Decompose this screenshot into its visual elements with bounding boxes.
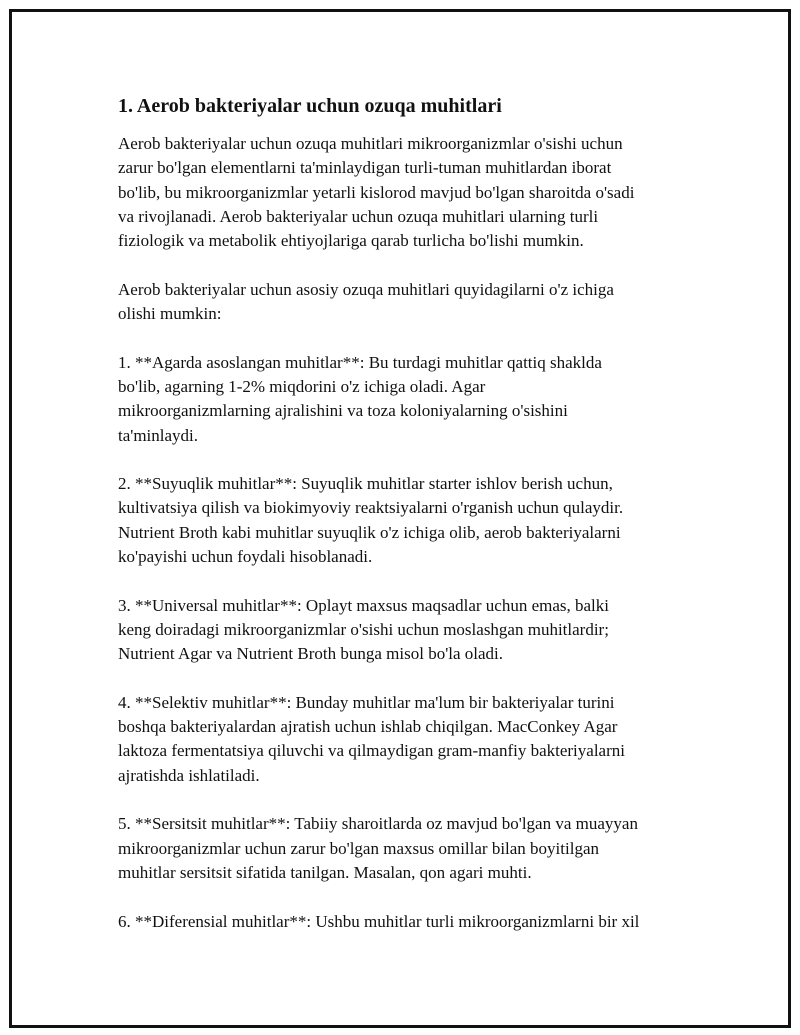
list-item-universal-media: 3. **Universal muhitlar**: Oplayt maxsus maqsadlar uchun emas, balki keng doiradagi mikroorganizmlar o'sishi uchun moslashgan muhitlardir; Nutrient Agar va Nutrient Broth bunga misol bo'la oladi. [118, 595, 610, 664]
list-item-differential-media: 6. **Diferensial muhitlar**: Ushbu muhitlar turli mikroorganizmlarni bir xil [118, 911, 640, 931]
list-item-enriched-media: 5. **Sersitsit muhitlar**: Tabiiy sharoitlarda oz mavjud bo'lgan va muayyan mikroorganizmlar uchun zarur bo'lgan maxsus omillar bilan boyitilgan muhitlar sersitsit sifatida tanilgan. Masalan, qon agari muhti. [118, 814, 638, 882]
intro-paragraph: Aerob bakteriyalar uchun ozuqa muhitlari mikroorganizmlar o'sishi uchun zarur bo'lgan elementlarni ta'minlaydigan turli-tuman muhitlardan iborat bo'lib, bu mikroorganizmlar yetarli kislorod mavjud bo'lgan sharoitda o'sadi va rivojlanadi. Aerob bakteriyalar uchun ozuqa muhitlari ularning turli fiziologik va metabolik ehtiyojlariga qarab turlicha bo'lishi mumkin. [118, 134, 635, 251]
list-item-selective-media: 4. **Selektiv muhitlar**: Bunday muhitlar ma'lum bir bakteriyalar turini boshqa bakteriyalardan ajratish uchun ishlab chiqilgan. MacConkey Agar laktoza fermentatsiya qiluvchi va qilmaydigan gram-manfiy bakteriyalarni ajratishda ishlatiladi. [118, 692, 625, 785]
section-heading: 1. Aerob bakteriyalar uchun ozuqa muhitlari [118, 95, 502, 117]
document-body [118, 92, 688, 958]
list-item-liquid-media: 2. **Suyuqlik muhitlar**: Suyuqlik muhitlar starter ishlov berish uchun, kultivatsiya qilish va biokimyoviy reaktsiyalarni o'rganish uchun qulaydir. Nutrient Broth kabi muhitlar suyuqlik o'z ichiga olib, aerob bakteriyalarni ko'payishi uchun foydali hisoblanadi. [118, 474, 624, 567]
list-intro-paragraph: Aerob bakteriyalar uchun asosiy ozuqa muhitlari quyidagilarni o'z ichiga olishi mumkin: [118, 279, 614, 324]
list-item-agar-media: 1. **Agarda asoslangan muhitlar**: Bu turdagi muhitlar qattiq shaklda bo'lib, agarning 1-2% miqdorini o'z ichiga oladi. Agar mikroorganizmlarning ajralishini va toza koloniyalarning o'sishini ta'minlaydi. [118, 352, 602, 445]
